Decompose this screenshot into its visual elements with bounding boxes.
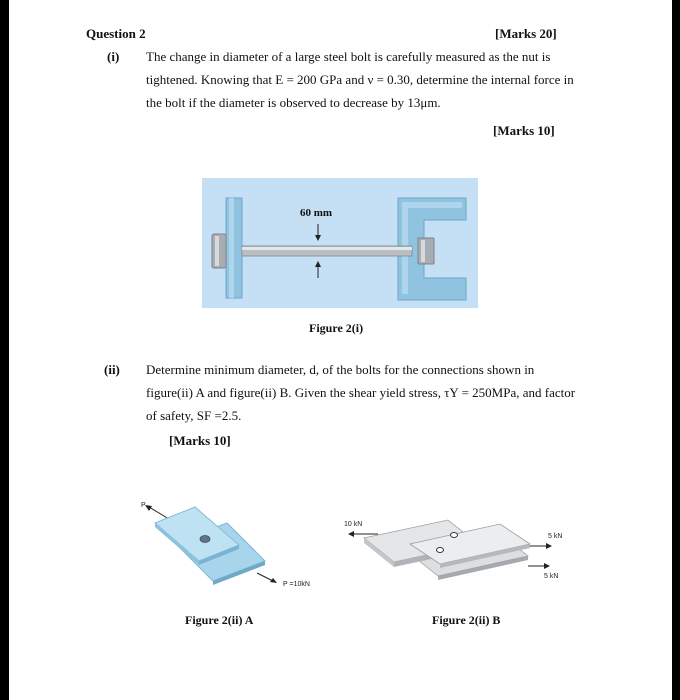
dimension-label: 60 mm: [300, 207, 333, 219]
svg-text:10 kN: 10 kN: [344, 521, 363, 528]
question-title: Question 2: [86, 26, 146, 41]
part-i-line-3: the bolt if the diameter is observed to decrease by 13μm.: [146, 95, 441, 110]
svg-text:P: P: [141, 502, 146, 509]
figure-2-i-bolt-diagram: [202, 178, 478, 308]
nut: [418, 238, 434, 264]
load-arrow-top: [149, 507, 169, 519]
svg-text:5 kN: 5 kN: [548, 533, 563, 540]
figure-2-i-caption: Figure 2(i): [309, 321, 364, 335]
part-ii-line-3: of safety, SF =2.5.: [146, 408, 242, 423]
load-arrow-bottom: [257, 573, 273, 581]
part-i-line-2: tightened. Knowing that E = 200 GPa and ν = 0.30, determine the internal force in: [146, 72, 574, 87]
part-ii-label: (ii): [104, 362, 120, 377]
part-i-marks: [Marks 10]: [493, 123, 555, 138]
bolt: [200, 536, 210, 543]
svg-text:5 kN: 5 kN: [544, 573, 559, 580]
part-ii-marks: [Marks 10]: [169, 433, 231, 448]
part-i-label: (i): [107, 49, 120, 64]
svg-text:P =10kN: P =10kN: [283, 581, 310, 588]
part-i-line-1: The change in diameter of a large steel bolt is carefully measured as the nut is: [146, 49, 551, 64]
figure-2-ii-b-diagram: [338, 510, 568, 590]
marks-total: [Marks 20]: [495, 26, 557, 41]
part-ii-line-1: Determine minimum diameter, d, of the bolts for the connections shown in: [146, 362, 535, 377]
bolt-2: [437, 548, 444, 553]
part-ii-line-2: figure(ii) A and figure(ii) B. Given the shear yield stress, τY = 250MPa, and factor: [146, 385, 576, 400]
figure-2-ii-b-caption: Figure 2(ii) B: [432, 613, 501, 627]
figure-2-ii-a-diagram: [135, 495, 310, 595]
left-border: [0, 0, 9, 700]
right-border: [672, 0, 680, 700]
figure-2-ii-a-caption: Figure 2(ii) A: [185, 613, 254, 627]
bolt-1: [451, 533, 458, 538]
